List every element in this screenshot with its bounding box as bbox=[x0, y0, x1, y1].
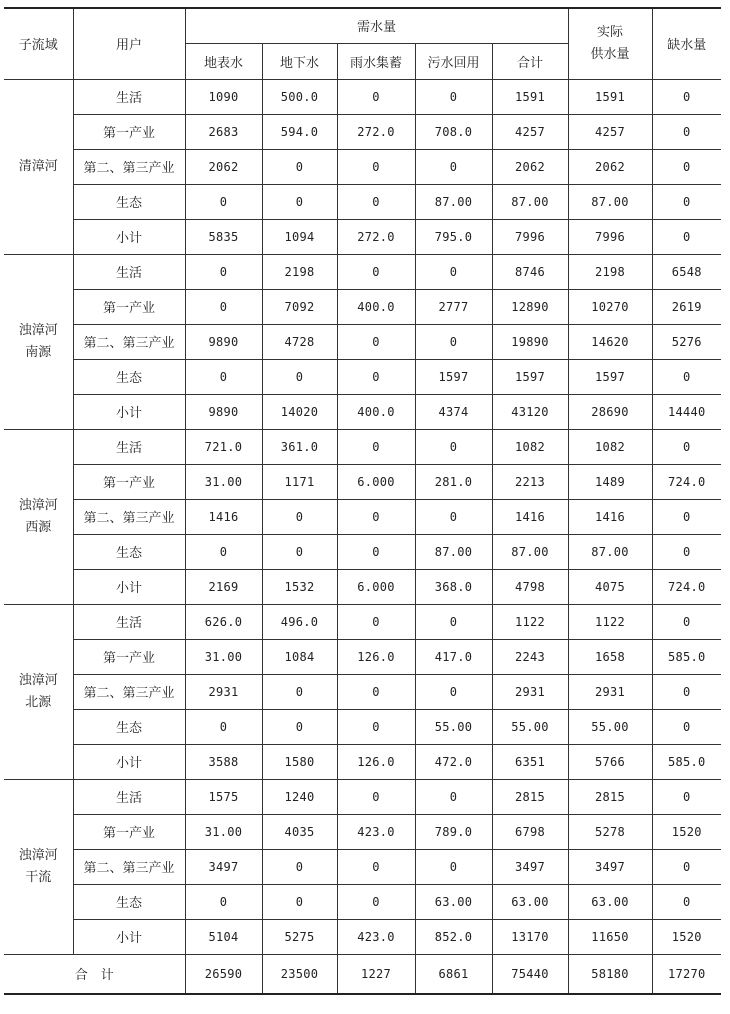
value-cell: 87.00 bbox=[415, 534, 492, 569]
value-cell: 0 bbox=[652, 709, 721, 744]
user-category: 生活 bbox=[73, 604, 185, 639]
value-cell: 1082 bbox=[568, 429, 652, 464]
grand-total-value: 17270 bbox=[652, 954, 721, 994]
grand-total-value: 6861 bbox=[415, 954, 492, 994]
value-cell: 0 bbox=[652, 674, 721, 709]
subbasin-name-line2: 干流 bbox=[25, 869, 52, 885]
value-cell: 1416 bbox=[568, 499, 652, 534]
subbasin-name-line1: 清漳河 bbox=[18, 158, 58, 174]
value-cell: 0 bbox=[652, 884, 721, 919]
value-cell: 1094 bbox=[262, 219, 337, 254]
table-row bbox=[4, 604, 721, 639]
header-actual-supply-line1: 实际 bbox=[597, 24, 624, 40]
value-cell: 272.0 bbox=[337, 114, 415, 149]
value-cell: 0 bbox=[337, 79, 415, 114]
user-category: 第一产业 bbox=[73, 464, 185, 499]
table-row bbox=[4, 289, 721, 324]
value-cell: 0 bbox=[652, 849, 721, 884]
table-row bbox=[4, 219, 721, 254]
table-row bbox=[4, 359, 721, 394]
value-cell: 5766 bbox=[568, 744, 652, 779]
value-cell: 708.0 bbox=[415, 114, 492, 149]
header-rainwater-harvesting: 雨水集蓄 bbox=[337, 43, 415, 79]
value-cell: 10270 bbox=[568, 289, 652, 324]
value-cell: 5104 bbox=[185, 919, 262, 954]
value-cell: 9890 bbox=[185, 324, 262, 359]
value-cell: 2815 bbox=[492, 779, 568, 814]
value-cell: 1416 bbox=[185, 499, 262, 534]
value-cell: 4728 bbox=[262, 324, 337, 359]
user-category: 第二、第三产业 bbox=[73, 674, 185, 709]
value-cell: 87.00 bbox=[568, 184, 652, 219]
value-cell: 1658 bbox=[568, 639, 652, 674]
grand-total-value: 75440 bbox=[492, 954, 568, 994]
value-cell: 87.00 bbox=[415, 184, 492, 219]
user-category: 小计 bbox=[73, 394, 185, 429]
value-cell: 0 bbox=[337, 359, 415, 394]
user-category: 第二、第三产业 bbox=[73, 324, 185, 359]
value-cell: 0 bbox=[337, 604, 415, 639]
value-cell: 1082 bbox=[492, 429, 568, 464]
value-cell: 626.0 bbox=[185, 604, 262, 639]
value-cell: 28690 bbox=[568, 394, 652, 429]
value-cell: 31.00 bbox=[185, 814, 262, 849]
value-cell: 7996 bbox=[568, 219, 652, 254]
value-cell: 1591 bbox=[568, 79, 652, 114]
table-row bbox=[4, 429, 721, 464]
value-cell: 19890 bbox=[492, 324, 568, 359]
value-cell: 585.0 bbox=[652, 639, 721, 674]
value-cell: 0 bbox=[185, 289, 262, 324]
value-cell: 0 bbox=[652, 534, 721, 569]
value-cell: 7092 bbox=[262, 289, 337, 324]
value-cell: 11650 bbox=[568, 919, 652, 954]
table-row bbox=[4, 534, 721, 569]
value-cell: 2062 bbox=[492, 149, 568, 184]
value-cell: 721.0 bbox=[185, 429, 262, 464]
value-cell: 1416 bbox=[492, 499, 568, 534]
value-cell: 417.0 bbox=[415, 639, 492, 674]
value-cell: 126.0 bbox=[337, 639, 415, 674]
table-row bbox=[4, 919, 721, 954]
user-category: 生态 bbox=[73, 534, 185, 569]
user-category: 小计 bbox=[73, 219, 185, 254]
value-cell: 0 bbox=[652, 499, 721, 534]
grand-total-value: 26590 bbox=[185, 954, 262, 994]
value-cell: 6351 bbox=[492, 744, 568, 779]
header-surface-water: 地表水 bbox=[185, 43, 262, 79]
table-row bbox=[4, 394, 721, 429]
value-cell: 0 bbox=[652, 219, 721, 254]
value-cell: 63.00 bbox=[415, 884, 492, 919]
value-cell: 496.0 bbox=[262, 604, 337, 639]
table-row bbox=[4, 499, 721, 534]
value-cell: 5278 bbox=[568, 814, 652, 849]
user-category: 生活 bbox=[73, 79, 185, 114]
value-cell: 0 bbox=[415, 779, 492, 814]
value-cell: 0 bbox=[652, 79, 721, 114]
value-cell: 0 bbox=[262, 499, 337, 534]
subbasin-name bbox=[4, 604, 73, 779]
value-cell: 8746 bbox=[492, 254, 568, 289]
value-cell: 361.0 bbox=[262, 429, 337, 464]
user-category: 生态 bbox=[73, 709, 185, 744]
value-cell: 0 bbox=[652, 184, 721, 219]
grand-total-label: 合 计 bbox=[4, 954, 185, 994]
value-cell: 0 bbox=[652, 149, 721, 184]
value-cell: 1597 bbox=[492, 359, 568, 394]
value-cell: 2777 bbox=[415, 289, 492, 324]
subbasin-name-line1: 浊漳河 bbox=[18, 672, 58, 688]
user-category: 生活 bbox=[73, 254, 185, 289]
value-cell: 2169 bbox=[185, 569, 262, 604]
value-cell: 0 bbox=[262, 709, 337, 744]
value-cell: 43120 bbox=[492, 394, 568, 429]
value-cell: 0 bbox=[415, 429, 492, 464]
value-cell: 0 bbox=[652, 429, 721, 464]
value-cell: 789.0 bbox=[415, 814, 492, 849]
value-cell: 87.00 bbox=[492, 534, 568, 569]
value-cell: 400.0 bbox=[337, 394, 415, 429]
value-cell: 0 bbox=[337, 184, 415, 219]
value-cell: 2815 bbox=[568, 779, 652, 814]
table-row bbox=[4, 464, 721, 499]
subbasin-name-line2: 北源 bbox=[25, 694, 52, 710]
table-row bbox=[4, 254, 721, 289]
value-cell: 0 bbox=[415, 499, 492, 534]
value-cell: 1575 bbox=[185, 779, 262, 814]
value-cell: 0 bbox=[185, 184, 262, 219]
value-cell: 472.0 bbox=[415, 744, 492, 779]
subbasin-name bbox=[4, 429, 73, 604]
user-category: 小计 bbox=[73, 569, 185, 604]
value-cell: 4798 bbox=[492, 569, 568, 604]
value-cell: 4257 bbox=[568, 114, 652, 149]
value-cell: 0 bbox=[185, 534, 262, 569]
subbasin-name bbox=[4, 254, 73, 429]
value-cell: 3497 bbox=[185, 849, 262, 884]
user-category: 生活 bbox=[73, 779, 185, 814]
value-cell: 0 bbox=[652, 114, 721, 149]
value-cell: 0 bbox=[337, 884, 415, 919]
user-category: 第一产业 bbox=[73, 814, 185, 849]
value-cell: 1591 bbox=[492, 79, 568, 114]
value-cell: 4035 bbox=[262, 814, 337, 849]
value-cell: 13170 bbox=[492, 919, 568, 954]
subbasin-name-line1: 浊漳河 bbox=[18, 322, 58, 338]
subbasin-name-line2: 西源 bbox=[25, 519, 52, 535]
value-cell: 63.00 bbox=[492, 884, 568, 919]
value-cell: 0 bbox=[262, 184, 337, 219]
value-cell: 2198 bbox=[568, 254, 652, 289]
value-cell: 1532 bbox=[262, 569, 337, 604]
value-cell: 1520 bbox=[652, 814, 721, 849]
value-cell: 87.00 bbox=[492, 184, 568, 219]
value-cell: 0 bbox=[337, 149, 415, 184]
value-cell: 0 bbox=[337, 429, 415, 464]
user-category: 第二、第三产业 bbox=[73, 499, 185, 534]
value-cell: 272.0 bbox=[337, 219, 415, 254]
value-cell: 0 bbox=[415, 149, 492, 184]
value-cell: 4374 bbox=[415, 394, 492, 429]
subbasin-name bbox=[4, 779, 73, 954]
value-cell: 1597 bbox=[415, 359, 492, 394]
user-category: 生态 bbox=[73, 884, 185, 919]
value-cell: 2198 bbox=[262, 254, 337, 289]
value-cell: 87.00 bbox=[568, 534, 652, 569]
user-category: 第二、第三产业 bbox=[73, 149, 185, 184]
table-row bbox=[4, 79, 721, 114]
value-cell: 1090 bbox=[185, 79, 262, 114]
value-cell: 585.0 bbox=[652, 744, 721, 779]
value-cell: 795.0 bbox=[415, 219, 492, 254]
value-cell: 1580 bbox=[262, 744, 337, 779]
value-cell: 14440 bbox=[652, 394, 721, 429]
value-cell: 423.0 bbox=[337, 814, 415, 849]
subbasin-name-line1: 浊漳河 bbox=[18, 497, 58, 513]
value-cell: 1122 bbox=[492, 604, 568, 639]
value-cell: 0 bbox=[337, 324, 415, 359]
value-cell: 5275 bbox=[262, 919, 337, 954]
value-cell: 0 bbox=[415, 79, 492, 114]
value-cell: 368.0 bbox=[415, 569, 492, 604]
value-cell: 0 bbox=[185, 884, 262, 919]
value-cell: 63.00 bbox=[568, 884, 652, 919]
value-cell: 126.0 bbox=[337, 744, 415, 779]
value-cell: 0 bbox=[337, 499, 415, 534]
user-category: 生态 bbox=[73, 184, 185, 219]
value-cell: 31.00 bbox=[185, 639, 262, 674]
value-cell: 0 bbox=[415, 849, 492, 884]
value-cell: 1171 bbox=[262, 464, 337, 499]
user-category: 小计 bbox=[73, 919, 185, 954]
user-category: 第一产业 bbox=[73, 289, 185, 324]
value-cell: 0 bbox=[415, 324, 492, 359]
value-cell: 1122 bbox=[568, 604, 652, 639]
value-cell: 9890 bbox=[185, 394, 262, 429]
user-category: 生态 bbox=[73, 359, 185, 394]
value-cell: 0 bbox=[415, 674, 492, 709]
table-row bbox=[4, 884, 721, 919]
value-cell: 0 bbox=[337, 709, 415, 744]
table-row bbox=[4, 324, 721, 359]
value-cell: 0 bbox=[185, 709, 262, 744]
header-wastewater-reuse: 污水回用 bbox=[415, 43, 492, 79]
value-cell: 0 bbox=[415, 604, 492, 639]
header-user: 用户 bbox=[73, 8, 185, 79]
value-cell: 0 bbox=[652, 359, 721, 394]
header-groundwater: 地下水 bbox=[262, 43, 337, 79]
user-category: 第二、第三产业 bbox=[73, 849, 185, 884]
user-category: 第一产业 bbox=[73, 114, 185, 149]
value-cell: 0 bbox=[652, 604, 721, 639]
value-cell: 14020 bbox=[262, 394, 337, 429]
table-row bbox=[4, 149, 721, 184]
grand-total-row bbox=[4, 954, 721, 994]
value-cell: 0 bbox=[337, 779, 415, 814]
value-cell: 0 bbox=[262, 534, 337, 569]
value-cell: 423.0 bbox=[337, 919, 415, 954]
table-row bbox=[4, 814, 721, 849]
value-cell: 3497 bbox=[492, 849, 568, 884]
value-cell: 6.000 bbox=[337, 569, 415, 604]
value-cell: 4257 bbox=[492, 114, 568, 149]
value-cell: 1489 bbox=[568, 464, 652, 499]
table-row bbox=[4, 779, 721, 814]
value-cell: 724.0 bbox=[652, 569, 721, 604]
header-actual-supply-line2: 供水量 bbox=[590, 46, 630, 62]
header-shortage: 缺水量 bbox=[652, 8, 721, 79]
header-demand-group: 需水量 bbox=[185, 8, 568, 43]
value-cell: 1597 bbox=[568, 359, 652, 394]
value-cell: 14620 bbox=[568, 324, 652, 359]
value-cell: 3497 bbox=[568, 849, 652, 884]
value-cell: 0 bbox=[262, 149, 337, 184]
value-cell: 55.00 bbox=[492, 709, 568, 744]
value-cell: 1084 bbox=[262, 639, 337, 674]
value-cell: 2619 bbox=[652, 289, 721, 324]
user-category: 生活 bbox=[73, 429, 185, 464]
value-cell: 6798 bbox=[492, 814, 568, 849]
user-category: 第一产业 bbox=[73, 639, 185, 674]
table-row bbox=[4, 674, 721, 709]
value-cell: 0 bbox=[185, 359, 262, 394]
value-cell: 55.00 bbox=[568, 709, 652, 744]
value-cell: 0 bbox=[337, 849, 415, 884]
value-cell: 0 bbox=[262, 884, 337, 919]
value-cell: 2243 bbox=[492, 639, 568, 674]
value-cell: 0 bbox=[262, 849, 337, 884]
value-cell: 0 bbox=[262, 674, 337, 709]
value-cell: 594.0 bbox=[262, 114, 337, 149]
value-cell: 0 bbox=[262, 359, 337, 394]
value-cell: 6.000 bbox=[337, 464, 415, 499]
value-cell: 3588 bbox=[185, 744, 262, 779]
value-cell: 1520 bbox=[652, 919, 721, 954]
value-cell: 5835 bbox=[185, 219, 262, 254]
subbasin-name-line2: 南源 bbox=[25, 344, 52, 360]
table-row bbox=[4, 744, 721, 779]
water-balance-table bbox=[4, 7, 721, 995]
grand-total-value: 1227 bbox=[337, 954, 415, 994]
value-cell: 2062 bbox=[568, 149, 652, 184]
value-cell: 2931 bbox=[568, 674, 652, 709]
value-cell: 0 bbox=[337, 534, 415, 569]
value-cell: 852.0 bbox=[415, 919, 492, 954]
value-cell: 400.0 bbox=[337, 289, 415, 324]
value-cell: 500.0 bbox=[262, 79, 337, 114]
value-cell: 0 bbox=[337, 254, 415, 289]
table-row bbox=[4, 709, 721, 744]
value-cell: 724.0 bbox=[652, 464, 721, 499]
table-body bbox=[4, 79, 721, 954]
grand-total-value: 23500 bbox=[262, 954, 337, 994]
value-cell: 2213 bbox=[492, 464, 568, 499]
grand-total-value: 58180 bbox=[568, 954, 652, 994]
value-cell: 2062 bbox=[185, 149, 262, 184]
header-actual-supply bbox=[568, 8, 652, 79]
table-row bbox=[4, 114, 721, 149]
subbasin-name bbox=[4, 79, 73, 254]
value-cell: 12890 bbox=[492, 289, 568, 324]
user-category: 小计 bbox=[73, 744, 185, 779]
value-cell: 31.00 bbox=[185, 464, 262, 499]
value-cell: 2931 bbox=[492, 674, 568, 709]
value-cell: 0 bbox=[337, 674, 415, 709]
value-cell: 5276 bbox=[652, 324, 721, 359]
table-row bbox=[4, 184, 721, 219]
value-cell: 2683 bbox=[185, 114, 262, 149]
value-cell: 7996 bbox=[492, 219, 568, 254]
value-cell: 281.0 bbox=[415, 464, 492, 499]
value-cell: 0 bbox=[185, 254, 262, 289]
value-cell: 0 bbox=[652, 779, 721, 814]
value-cell: 4075 bbox=[568, 569, 652, 604]
value-cell: 2931 bbox=[185, 674, 262, 709]
header-subbasin: 子流域 bbox=[4, 8, 73, 79]
table-row bbox=[4, 569, 721, 604]
subbasin-name-line1: 浊漳河 bbox=[18, 847, 58, 863]
value-cell: 55.00 bbox=[415, 709, 492, 744]
header-demand-total: 合计 bbox=[492, 43, 568, 79]
table-row bbox=[4, 849, 721, 884]
value-cell: 1240 bbox=[262, 779, 337, 814]
table-row bbox=[4, 639, 721, 674]
value-cell: 0 bbox=[415, 254, 492, 289]
value-cell: 6548 bbox=[652, 254, 721, 289]
